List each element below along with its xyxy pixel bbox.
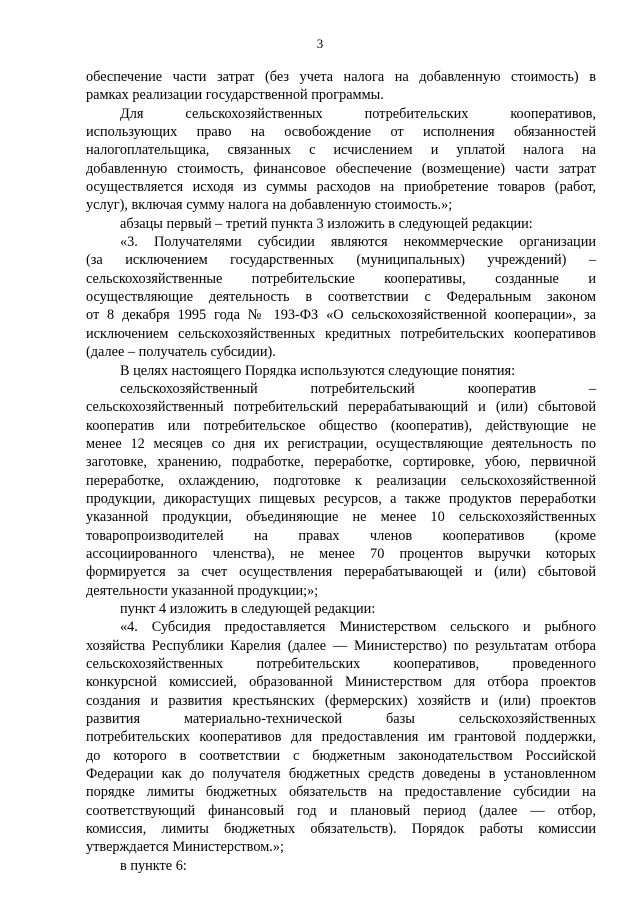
text-line: деятельности указанной продукции;»; (86, 582, 319, 599)
text-line: абзацы первый – третий пункта 3 изложить в следующей редакции: (120, 215, 533, 232)
text-line: заготовке, хранению, подработке, переработке, сортировке, убою, первичной (86, 454, 596, 471)
text-line: использующих право на освобождение от исполнения обязанностей (86, 124, 596, 141)
text-line: «4. Субсидия предоставляется Министерством сельского и рыбного (120, 619, 596, 636)
text-line: пункт 4 изложить в следующей редакции: (120, 600, 376, 617)
text-line: рамках реализации государственной программы. (86, 87, 384, 104)
text-line: (далее – получатель субсидии). (86, 344, 276, 361)
text-line: ассоциированного членства), не менее 70 процентов выручки которых (86, 545, 596, 562)
text-line: кооператив или потребительское общество (кооператив), действующие не (86, 417, 596, 434)
text-line: формируется за счет осуществления перерабатывающей и (или) сбытовой (86, 564, 596, 581)
text-line: менее 12 месяцев со дня их регистрации, осуществляющие деятельность по (86, 435, 596, 452)
text-line: осуществляется исходя из суммы расходов на приобретение товаров (работ, (86, 179, 596, 196)
text-line: развития материально-технической базы сельскохозяйственных (86, 711, 596, 728)
text-line: переработке, охлаждению, подготовке к реализации сельскохозяйственной (86, 472, 596, 489)
document-body (86, 68, 596, 875)
text-line: сельскохозяйственные потребительские кооперативы, созданные и (86, 270, 596, 287)
text-line: сельскохозяйственных потребительских кооперативов, проведенного (86, 656, 596, 672)
text-line: порядке лимиты бюджетных обязательств на предоставление субсидии на (86, 784, 596, 801)
text-line: «3. Получателями субсидии являются некоммерческие организации (120, 234, 596, 251)
text-line: продукции, дикорастущих пищевых ресурсов, а также продуктов переработки (86, 490, 596, 507)
text-line: до которого в соответствии с бюджетным законодательством Российской (86, 747, 596, 764)
text-line: хозяйства Республики Карелия (далее — Министерство) по результатам отбора (86, 637, 596, 654)
text-line: осуществляющие деятельность в соответствии с Федеральным законом (86, 289, 596, 306)
text-line: сельскохозяйственный потребительский перерабатывающий и (или) сбытовой (86, 399, 596, 416)
text-line: Федерации как до получателя бюджетных средств доведены в установленном (86, 766, 596, 783)
page-number: 3 (316, 36, 324, 51)
text-line: услуг), включая сумму налога на добавленную стоимость.»; (86, 197, 453, 214)
text-line: в пункте 6: (120, 857, 187, 874)
text-line: комиссия, лимиты бюджетных обязательств). Порядок работы комиссии (86, 821, 596, 838)
text-line: обеспечение части затрат (без учета налога на добавленную стоимость) в (86, 69, 596, 85)
text-line: утверждается Министерством.»; (86, 839, 284, 856)
text-line: товаропроизводителей на правах членов кооперативов (кроме (86, 527, 596, 544)
text-line: налогоплательщика, связанных с исчислением и уплатой налога на (86, 142, 596, 159)
text-line: соответствующий финансовый год и плановый период (далее — отбор, (86, 802, 596, 819)
text-line: (за исключением государственных (муниципальных) учреждений) – (86, 252, 596, 269)
text-line: добавленную стоимость, финансовое обеспечение (возмещение) части затрат (86, 160, 596, 177)
text-line: В целях настоящего Порядка используются следующие понятия: (120, 362, 516, 379)
text-line: сельскохозяйственный потребительский кооператив – (120, 380, 596, 397)
text-line: от 8 декабря 1995 года № 193-ФЗ «О сельскохозяйственной кооперации», за (86, 307, 596, 324)
text-line: исключением сельскохозяйственных кредитных потребительских кооперативов (86, 325, 596, 342)
text-line: конкурсной комиссией, образованной Министерством для отбора проектов (86, 674, 596, 691)
text-line: создания и развития крестьянских (фермерских) хозяйств и (или) проектов (86, 692, 596, 709)
text-line: указанной продукции, объединяющие не менее 10 сельскохозяйственных (86, 509, 596, 526)
text-line: потребительских кооперативов для предоставления им грантовой поддержки, (86, 729, 596, 746)
text-line: Для сельскохозяйственных потребительских кооперативов, (120, 105, 596, 122)
